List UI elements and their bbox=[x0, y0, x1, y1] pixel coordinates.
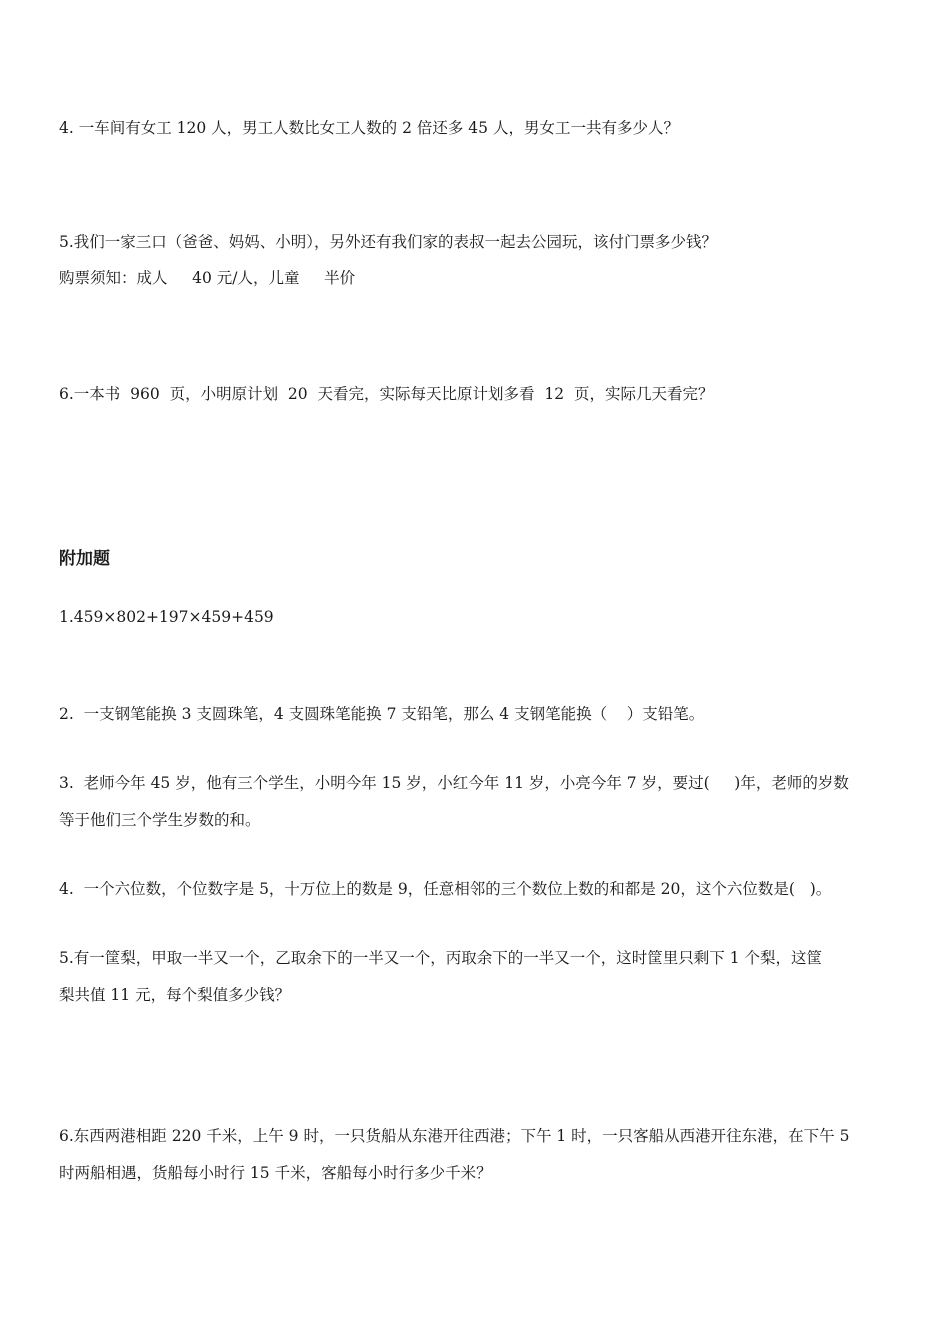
bonus-question-4: 4. 一个六位数，个位数字是 5，十万位上的数是 9，任意相邻的三个数位上数的和都是 20，这个六位数是( )。 bbox=[59, 880, 832, 898]
question-6: 6.一本书 960 页，小明原计划 20 天看完，实际每天比原计划多看 12 页，实际几天看完？ bbox=[59, 385, 714, 403]
ticket-notice: 购票须知：成人 40 元/人，儿童 半价 bbox=[59, 269, 356, 287]
bonus-question-1: 1.459×802+197×459+459 bbox=[59, 608, 274, 626]
bonus-question-3-line-1: 3. 老师今年 45 岁，他有三个学生，小明今年 15 岁，小红今年 11 岁，小亮今年 7 岁，要过( )年，老师的岁数 bbox=[59, 774, 849, 792]
bonus-question-3-line-2: 等于他们三个学生岁数的和。 bbox=[59, 811, 261, 829]
question-4: 4. 一车间有女工 120 人，男工人数比女工人数的 2 倍还多 45 人，男女工一共有多少人？ bbox=[59, 119, 679, 137]
bonus-section-title: 附加题 bbox=[59, 549, 110, 569]
bonus-question-2: 2. 一支钢笔能换 3 支圆珠笔，4 支圆珠笔能换 7 支铅笔，那么 4 支钢笔能换（ ）支铅笔。 bbox=[59, 705, 705, 723]
bonus-question-6-line-1: 6.东西两港相距 220 千米，上午 9 时，一只货船从东港开往西港；下午 1 时，一只客船从西港开往东港，在下午 5 bbox=[59, 1127, 850, 1145]
bonus-question-6-line-2: 时两船相遇，货船每小时行 15 千米，客船每小时行多少千米？ bbox=[59, 1164, 492, 1182]
question-5-line-1: 5.我们一家三口（爸爸、妈妈、小明），另外还有我们家的表叔一起去公园玩，该付门票多少钱？ bbox=[59, 233, 718, 251]
bonus-question-5-line-2: 梨共值 11 元，每个梨值多少钱？ bbox=[59, 986, 291, 1004]
bonus-question-5-line-1: 5.有一筐梨，甲取一半又一个，乙取余下的一半又一个，丙取余下的一半又一个，这时筐里只剩下 1 个梨，这筐 bbox=[59, 949, 823, 967]
